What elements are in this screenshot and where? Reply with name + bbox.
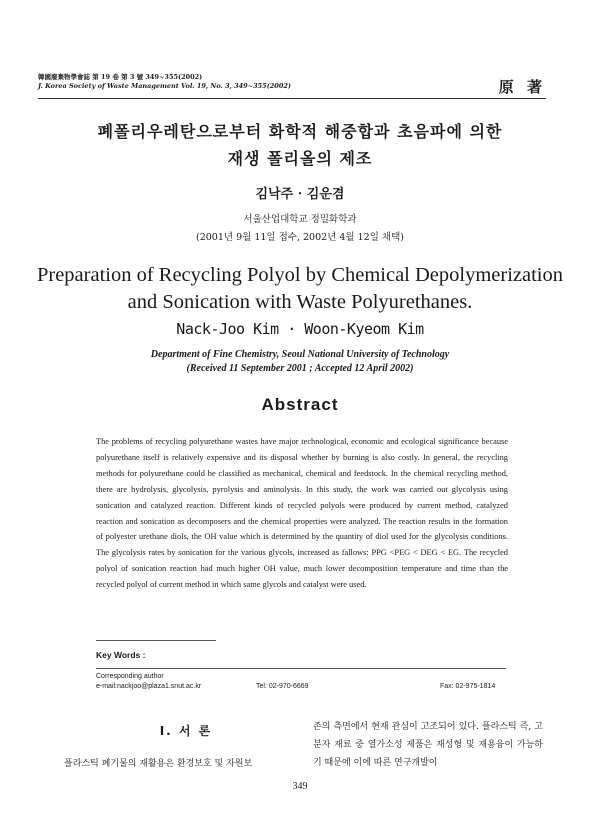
keywords-rule [96,640,216,641]
english-authors: Nack-Joo Kim · Woon-Kyeom Kim [176,320,424,338]
footnote-rule [96,668,506,669]
english-affiliation-block [0,348,600,376]
section-heading-introduction: Ⅰ. 서 론 [159,724,213,738]
body-left-column: 플라스틱 폐기물의 재활용은 환경보호 및 자원보 [64,759,253,769]
korean-authors: 김낙주 · 김운겸 [255,187,345,202]
journal-header [38,73,291,91]
journal-en-line: J. Korea Society of Waste Management Vol. 19, No. 3, 349~355(2002) [38,82,291,90]
header-rule [38,98,546,99]
author-tel: Tel: 02-970-6669 [256,683,309,690]
english-title [0,262,600,316]
author-fax: Fax: 02-975-1814 [440,683,496,690]
korean-dates: (2001년 9월 11일 접수, 2002년 4월 12일 채택) [196,232,404,243]
korean-affiliation: 서울산업대학교 정밀화학과 [243,214,357,225]
korean-title-line2: 재생 폴리올의 제조 [227,149,373,168]
author-email: e-mail:nackjoo@plaza1.snut.ac.kr [96,683,202,690]
english-title-line1: Preparation of Recycling Polyol by Chemical Depolymerization [36,264,564,286]
journal-kr-line: 韓國廢棄物學會誌 第 19 卷 第 3 號 349~355(2002) [38,73,203,81]
korean-title [0,118,600,172]
paper-type-label: 原 著 [498,78,546,96]
keywords-label: Key Words : [96,650,146,660]
abstract-heading: Abstract [261,395,339,414]
english-title-line2: and Sonication with Waste Polyurethanes. [127,291,473,313]
english-dates: (Received 11 September 2001 ; Accepted 12 April 2002) [186,363,414,374]
body-right-column: 존의 측면에서 현재 관심이 고조되어 있다. 플라스틱 즉, 고분자 재료 중 열가소성 제품은 재성형 및 재용융이 가능하기 때문에 이에 따른 연구개발이 [313,722,543,768]
abstract-text: The problems of recycling polyurethane wastes have major technological, economic and ecological significance because polyurethane itself is relatively expensive and its disposal whether by burning is also costly. In general, the recycling methods for polyurethane could be classified as mechanical, chemical and feedstock. In the chemical recycling method, there are hydrolysis, glycolysis, pyrolysis and aminolysis. In this study, the work was carried out glycolysis using sonication and catalyzed reaction. Different kinds of recycled polyols were produced by current method, catalyzed reaction and sonication as decomposers and the chemical properties were analyzed. The reaction results in the formation of polyester urethane diols, the OH value which is determined by the quantity of diol used for the glycolysis conditions. The glycolysis rates by sonication for the various glycols, increased as fallows: PPG <PEG < DEG < EG. The recycled polyol of sonication reaction had much higher OH value, much lower decomposition temperature and time than the recycled polyol of current method in which same glycols and catalyst were used. [96,437,508,590]
corresponding-author-label: Corresponding author [96,673,164,680]
korean-title-line1: 폐폴리우레탄으로부터 화학적 해중합과 초음파에 의한 [97,122,503,141]
english-affiliation: Department of Fine Chemistry, Seoul National University of Technology [150,349,450,360]
correspondence-footnote [96,672,516,692]
page-number: 349 [292,781,308,792]
